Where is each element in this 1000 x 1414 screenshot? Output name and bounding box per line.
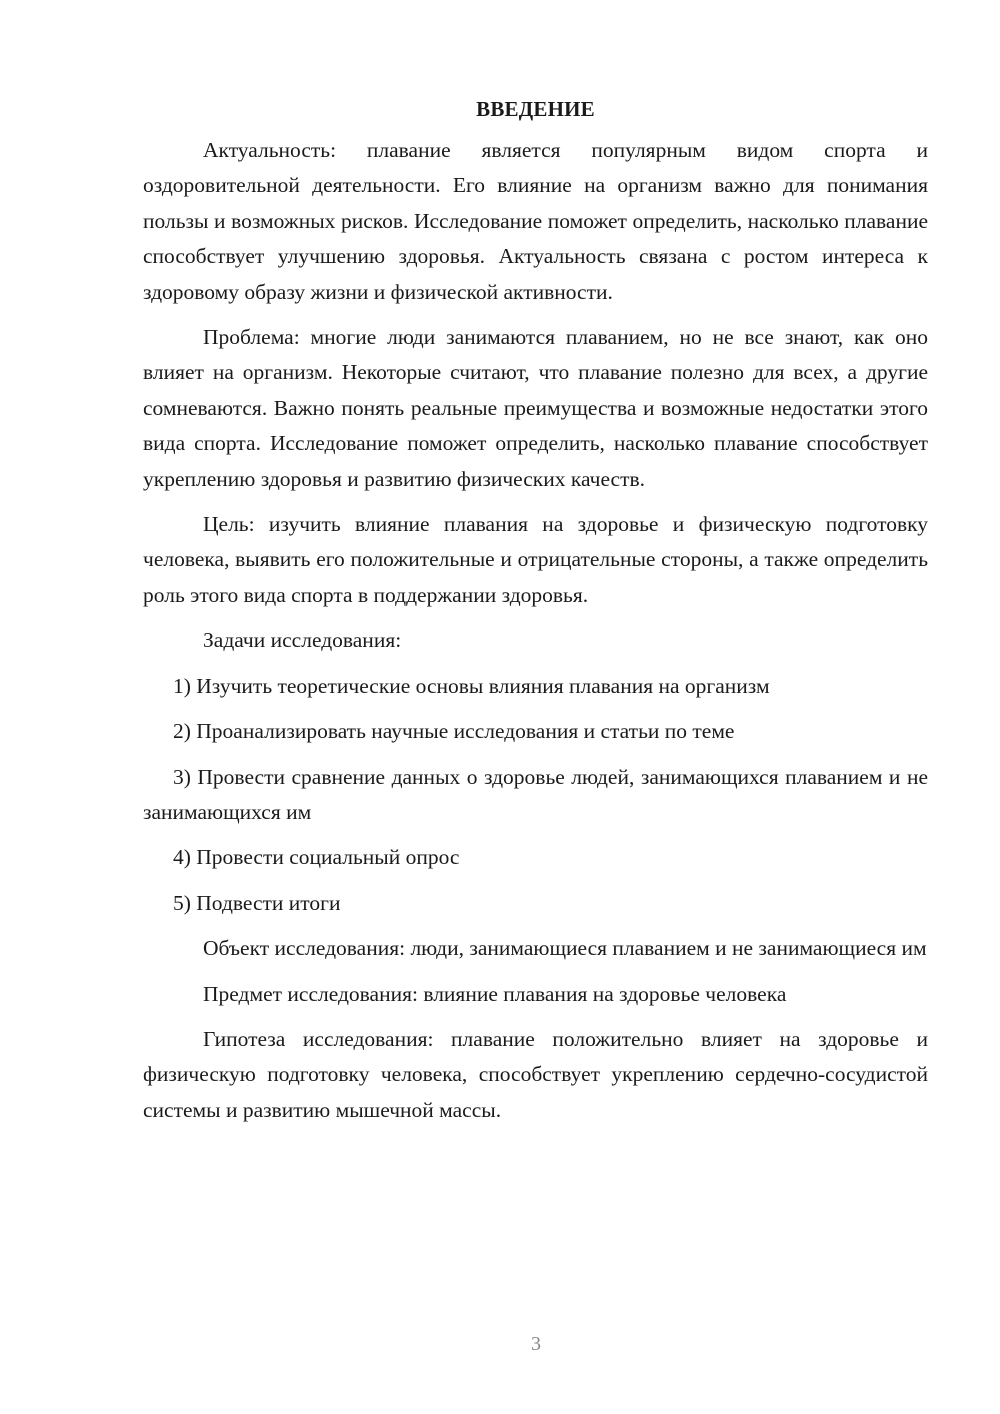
task-item-3: 3) Провести сравнение данных о здоровье людей, занимающихся плаванием и не занимающихся им (143, 764, 928, 824)
page-content (143, 92, 928, 1138)
paragraph-goal: Цель: изучить влияние плавания на здоровье и физическую подготовку человека, выявить его положительные и отрицательные стороны, а также определить роль этого вида спорта в поддержании здоровья. (143, 512, 928, 607)
page-title: ВВЕДЕНИЕ (476, 97, 595, 121)
paragraph-hypothesis: Гипотеза исследования: плавание положительно влияет на здоровье и физическую подготовку человека, способствует укреплению сердечно-сосудистой системы и развитию мышечной массы. (143, 1026, 928, 1122)
paragraph-problem: Проблема: многие люди занимаются плаванием, но не все знают, как оно влияет на организм. Некоторые считают, что плавание полезно для всех, а другие сомневаются. Важно понять реальные преимущества и возможные недостатки этого вида спорта. Исследование поможет определить, насколько плавание способствует укреплению здоровья и развитию физических качеств. (143, 325, 928, 491)
paragraph-tasks-heading: Задачи исследования: (203, 628, 402, 653)
paragraph-object: Объект исследования: люди, занимающиеся плаванием и не занимающиеся им (203, 936, 927, 961)
task-item-2: 2) Проанализировать научные исследования и статьи по теме (173, 719, 735, 744)
task-item-1: 1) Изучить теоретические основы влияния плавания на организм (173, 673, 770, 698)
paragraph-subject: Предмет исследования: влияние плавания на здоровье человека (203, 981, 787, 1006)
task-item-4: 4) Провести социальный опрос (173, 845, 460, 870)
task-item-5: 5) Подвести итоги (173, 890, 341, 915)
page-number: 3 (531, 1333, 541, 1355)
paragraph-relevance: Актуальность: плавание является популярным видом спорта и оздоровительной деятельности. Его влияние на организм важно для понимания пользы и возможных рисков. Исследование поможет определить, насколько плавание способствует улучшению здоровья. Актуальность связана с ростом интереса к здоровому образу жизни и физической активности. (143, 138, 928, 304)
